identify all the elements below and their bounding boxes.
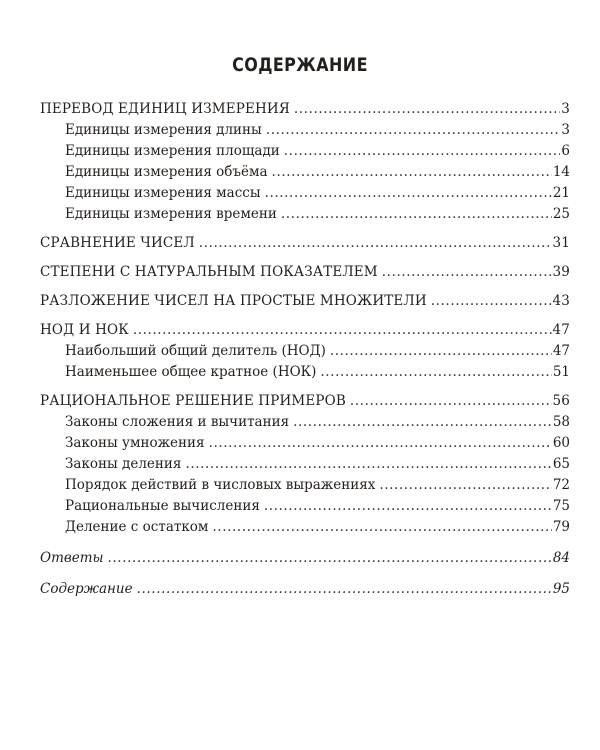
toc-entry-label: Единицы измерения объёма	[65, 164, 268, 180]
toc-entry-label: Единицы измерения площади	[65, 143, 280, 159]
toc-entry-label: Ответы	[40, 550, 104, 566]
page-title: СОДЕРЖАНИЕ	[232, 54, 368, 76]
toc-entry-label: Наибольший общий делитель (НОД)	[65, 343, 326, 359]
dot-leader	[294, 99, 560, 120]
toc-entry-page: 65	[552, 456, 570, 472]
toc-entry-label: Единицы измерения длины	[65, 122, 262, 138]
toc-entry-page: 56	[552, 393, 570, 409]
toc-entry[interactable]	[40, 320, 570, 341]
toc-entry-page: 47	[552, 322, 570, 338]
dot-leader	[320, 362, 551, 383]
toc-entry-page: 60	[552, 435, 570, 451]
toc-entry-label: Рациональные вычисления	[65, 498, 260, 514]
toc-entry-label: НОД И НОК	[40, 322, 129, 338]
dot-leader	[137, 579, 552, 600]
toc-entry-label: Содержание	[40, 581, 133, 597]
toc-entry-page: 84	[552, 550, 570, 566]
toc-entry-label: РАЗЛОЖЕНИЕ ЧИСЕЛ НА ПРОСТЫЕ МНОЖИТЕЛИ	[40, 293, 427, 309]
toc-entry[interactable]	[40, 341, 570, 362]
toc-entry-label: СТЕПЕНИ С НАТУРАЛЬНЫМ ПОКАЗАТЕЛЕМ	[40, 264, 378, 280]
toc-entry[interactable]	[40, 391, 570, 412]
toc-entry[interactable]	[40, 99, 570, 120]
dot-leader	[264, 496, 552, 517]
toc-entry[interactable]	[40, 204, 570, 225]
toc-entry-label: Законы сложения и вычитания	[65, 414, 290, 430]
toc-entry[interactable]	[40, 262, 570, 283]
toc-entry-page: 72	[552, 477, 570, 493]
dot-leader	[265, 183, 552, 204]
toc-entry-label: Единицы измерения времени	[65, 206, 277, 222]
toc-entry-label: ПЕРЕВОД ЕДИНИЦ ИЗМЕРЕНИЯ	[40, 101, 290, 117]
dot-leader	[272, 162, 552, 183]
dot-leader	[350, 391, 552, 412]
dot-leader	[293, 412, 552, 433]
toc-entry-label: Наименьшее общее кратное (НОК)	[65, 364, 317, 380]
toc-entry-page: 3	[561, 101, 570, 117]
toc-entry-page: 6	[561, 143, 570, 159]
toc-entry[interactable]	[40, 120, 570, 141]
dot-leader	[133, 320, 552, 341]
toc-entry-page: 75	[552, 498, 570, 514]
toc-entry[interactable]	[40, 412, 570, 433]
dot-leader	[108, 548, 552, 569]
toc-entry-page: 51	[552, 364, 570, 380]
toc-entry[interactable]	[40, 517, 570, 538]
toc-entry-label: РАЦИОНАЛЬНОЕ РЕШЕНИЕ ПРИМЕРОВ	[40, 393, 346, 409]
dot-leader	[185, 454, 551, 475]
toc-entry-label: Единицы измерения массы	[65, 185, 261, 201]
toc-entry-label: СРАВНЕНИЕ ЧИСЕЛ	[40, 235, 195, 251]
dot-leader	[212, 517, 551, 538]
toc-entry[interactable]	[40, 291, 570, 312]
toc-entry[interactable]	[40, 141, 570, 162]
dot-leader	[199, 233, 552, 254]
dot-leader	[281, 204, 552, 225]
toc-entry-page: 25	[552, 206, 570, 222]
table-of-contents	[40, 99, 570, 600]
toc-entry-label: Порядок действий в числовых выражениях	[65, 477, 376, 493]
dot-leader	[379, 475, 551, 496]
toc-entry-page: 39	[552, 264, 570, 280]
toc-entry-label: Деление с остатком	[65, 519, 209, 535]
toc-entry-page: 3	[561, 122, 570, 138]
toc-entry[interactable]	[40, 548, 570, 569]
toc-entry-page: 21	[552, 185, 570, 201]
toc-entry-page: 58	[552, 414, 570, 430]
toc-entry-page: 14	[552, 164, 570, 180]
dot-leader	[330, 341, 552, 362]
toc-entry[interactable]	[40, 433, 570, 454]
toc-entry-page: 43	[552, 293, 570, 309]
toc-entry-page: 47	[552, 343, 570, 359]
toc-entry[interactable]	[40, 454, 570, 475]
toc-entry[interactable]	[40, 183, 570, 204]
toc-entry[interactable]	[40, 162, 570, 183]
dot-leader	[209, 433, 552, 454]
toc-entry[interactable]	[40, 496, 570, 517]
toc-entry[interactable]	[40, 475, 570, 496]
toc-entry[interactable]	[40, 579, 570, 600]
toc-entry-page: 31	[552, 235, 570, 251]
dot-leader	[382, 262, 552, 283]
dot-leader	[284, 141, 561, 162]
dot-leader	[431, 291, 552, 312]
toc-entry-label: Законы умножения	[65, 435, 205, 451]
toc-entry-page: 79	[552, 519, 570, 535]
toc-entry-label: Законы деления	[65, 456, 182, 472]
toc-entry[interactable]	[40, 362, 570, 383]
toc-entry-page: 95	[552, 581, 570, 597]
toc-entry[interactable]	[40, 233, 570, 254]
dot-leader	[266, 120, 561, 141]
